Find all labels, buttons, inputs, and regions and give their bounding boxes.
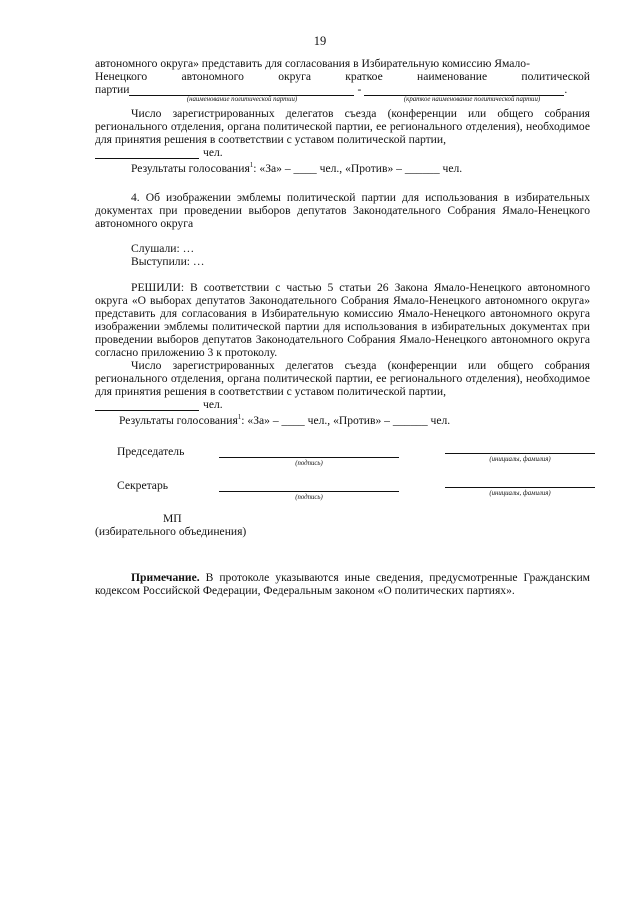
spoke-line: Выступили: … <box>131 254 205 268</box>
party-name-caption: (наименование политической партии) <box>186 96 298 103</box>
chairman-signature-line <box>219 457 399 458</box>
chairman-initials-line <box>445 453 595 454</box>
vote-results-label-2: Результаты голосования <box>119 413 238 427</box>
document-body <box>95 57 590 597</box>
vote-results-label: Результаты голосования <box>131 161 250 175</box>
caption-row <box>95 96 590 104</box>
stamp-place-label: МП <box>163 511 182 525</box>
text-line: автономного округа» представить для согласования в Избирательную комиссию Ямало- <box>95 57 530 70</box>
delegates-count-line-2 <box>95 398 590 411</box>
note-text: В протоколе указываются иные сведения, предусмотренные Гражданским кодексом Российской Федерации, Федеральным законом «О политических партиях». <box>95 570 590 597</box>
end-dot: . <box>564 83 568 96</box>
chairman-label: Председатель <box>117 444 185 458</box>
vote-results-2 <box>95 411 590 427</box>
signature-block <box>95 445 590 565</box>
delegates-paragraph: Число зарегистрированных делегатов съезда (конференции или общего собрания регионального отделения, органа политической партии, ее регионального отделения), необходимое для принятия решения в соответствии с уставом политической партии, <box>95 107 590 146</box>
chairman-signature-caption: (подпись) <box>295 459 323 467</box>
chel-label: чел. <box>203 146 223 159</box>
delegates-paragraph-2: Число зарегистрированных делегатов съезда (конференции или общего собрания регионального отделения, органа политической партии, ее регионального отделения), необходимое для принятия решения в соответствии с уставом политической партии, <box>95 358 590 398</box>
party-short-name-caption: (краткое наименование политической партии) <box>403 96 541 103</box>
note-paragraph <box>95 571 590 597</box>
party-short-name-blank <box>364 84 564 96</box>
secretary-label: Секретарь <box>117 478 169 492</box>
secretary-signature-caption: (подпись) <box>295 493 323 501</box>
vote-results <box>95 159 590 175</box>
secretary-initials-caption: (инициалы, фамилия) <box>489 489 551 497</box>
party-name-line <box>95 83 590 96</box>
vote-results-values-2: : «За» – ____ чел., «Против» – ______ чел. <box>241 413 451 427</box>
note-label: Примечание. <box>131 570 200 584</box>
decision-paragraph: РЕШИЛИ: В соответствии с частью 5 статьи 26 Закона Ямало-Ненецкого автономного округа «О выборах депутатов Законодательного Собрания Ямало-Ненецкого автономного округа» представить для согласования в Избирательную комиссию Ямало-Ненецкого автономного округа изображении эмблемы политической партии для использования в избирательных документах при проведении выборов депутатов Законодательного Собрания Ямало-Ненецкого автономного округа согласно приложению 3 к протоколу. <box>95 280 590 359</box>
delegates-count-blank-2 <box>95 399 199 411</box>
party-label: партии <box>95 83 130 96</box>
chairman-initials-caption: (инициалы, фамилия) <box>489 455 551 463</box>
heard-line: Слушали: … <box>131 241 195 255</box>
dash: - <box>357 83 362 96</box>
delegates-count-line <box>95 146 590 159</box>
page-number: 19 <box>313 34 327 48</box>
delegates-count-blank <box>95 147 199 159</box>
party-name-blank <box>129 84 354 96</box>
blank-area <box>0 762 640 905</box>
vote-results-values: : «За» – ____ чел., «Против» – ______ чел. <box>253 161 463 175</box>
secretary-initials-line <box>445 487 595 488</box>
footnote-mark: 1 <box>249 161 254 169</box>
item-4-heading: 4. Об изображении эмблемы политической партии для использования в избирательных документах при проведении выборов депутатов Законодательного Собрания Ямало-Ненецкого автономного округа <box>95 190 590 230</box>
stamp-place-caption: (избирательного объединения) <box>95 524 247 538</box>
chel-label-2: чел. <box>203 397 223 411</box>
text-line: Ненецкого автономного округа краткое наименование политической <box>95 70 590 83</box>
footnote-mark-2: 1 <box>237 412 242 421</box>
secretary-signature-line <box>219 491 399 492</box>
